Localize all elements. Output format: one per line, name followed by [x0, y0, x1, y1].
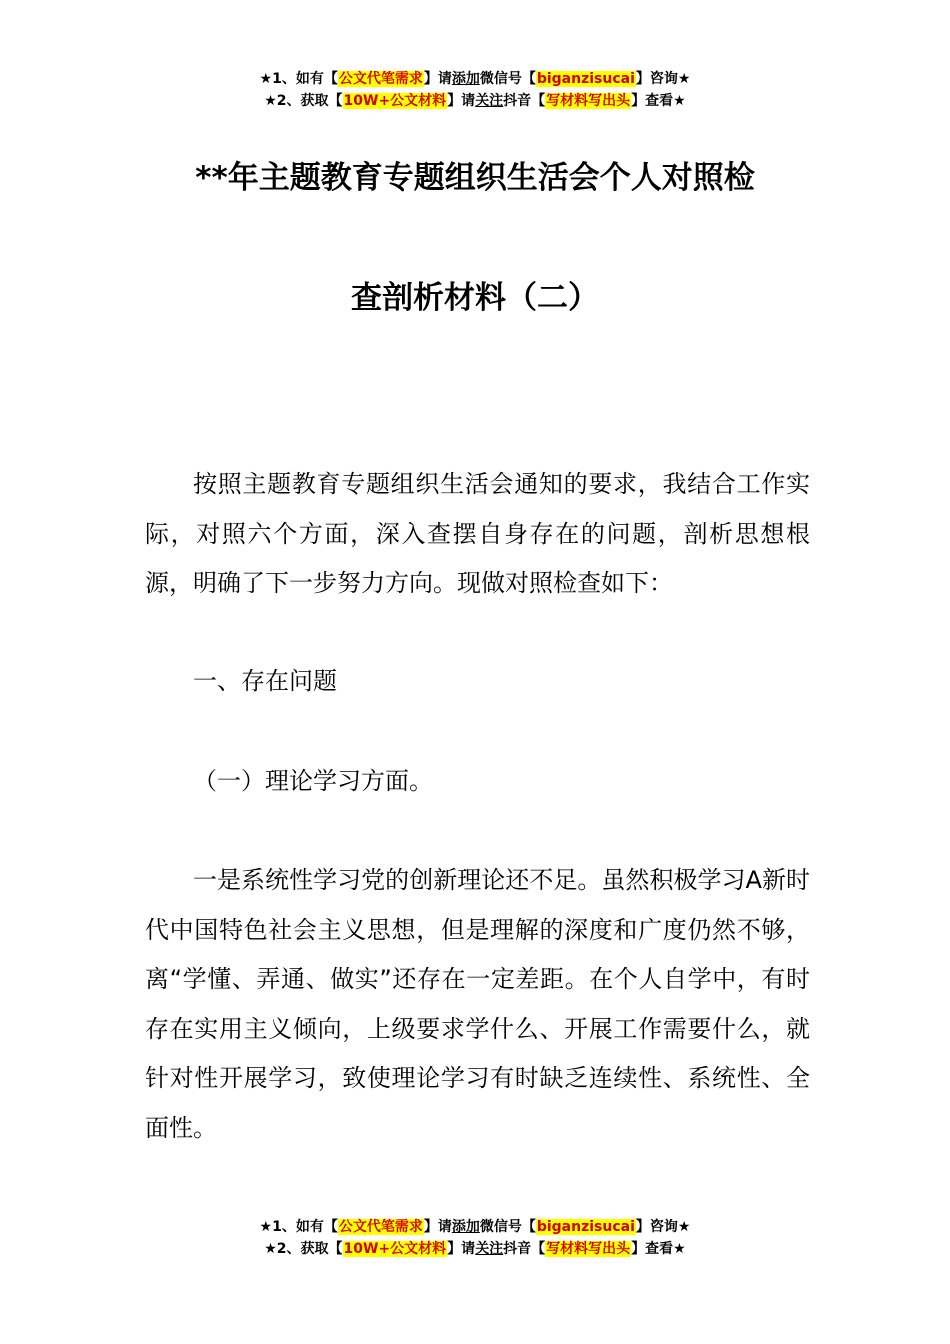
douyin-id-highlight: 写材料写出头: [546, 93, 631, 109]
subsection-heading: （一）理论学习方面。: [193, 767, 433, 795]
promo-highlight: 公文代笔需求: [338, 1219, 423, 1235]
promo-highlight: 公文代笔需求: [338, 71, 423, 87]
promo-highlight: 10W+公文材料: [343, 1241, 447, 1257]
promo-banner-bottom: [0, 1216, 950, 1260]
promo-banner-top: [0, 68, 950, 112]
document-title-line-2: 查剖析材料（二）: [351, 280, 599, 316]
body-paragraph: 一是系统性学习党的创新理论还不足。虽然积极学习A新时代中国特色社会主义思想，但是理解的深度和广度仍然不够，离“学懂、弄通、做实”还存在一定差距。在个人自学中，有时存在实用主义倾向，上级要求学什么、开展工作需要什么，就针对性开展学习，致使理论学习有时缺乏连续性、系统性、全面性。: [145, 866, 810, 1142]
promo-highlight: 10W+公文材料: [343, 93, 447, 109]
wechat-id-highlight: biganzisucai: [536, 71, 635, 87]
douyin-id-highlight: 写材料写出头: [546, 1241, 631, 1257]
promo-line-2: ★2、获取【10W+公文材料】请关注抖音【写材料写出头】查看★: [264, 93, 686, 109]
document-title-line-1: **年主题教育专题组织生活会个人对照检: [195, 160, 755, 196]
wechat-id-highlight: biganzisucai: [536, 1219, 635, 1235]
intro-paragraph: 按照主题教育专题组织生活会通知的要求，我结合工作实际，对照六个方面，深入查摆自身存在的问题，剖析思想根源，明确了下一步努力方向。现做对照检查如下：: [145, 470, 810, 597]
promo-line-2: ★2、获取【10W+公文材料】请关注抖音【写材料写出头】查看★: [264, 1241, 686, 1257]
promo-line-1: ★1、如有【公文代笔需求】请添加微信号【biganzisucai】咨询★: [259, 71, 691, 87]
promo-line-1: ★1、如有【公文代笔需求】请添加微信号【biganzisucai】咨询★: [259, 1219, 691, 1235]
section-heading: 一、存在问题: [193, 667, 337, 695]
